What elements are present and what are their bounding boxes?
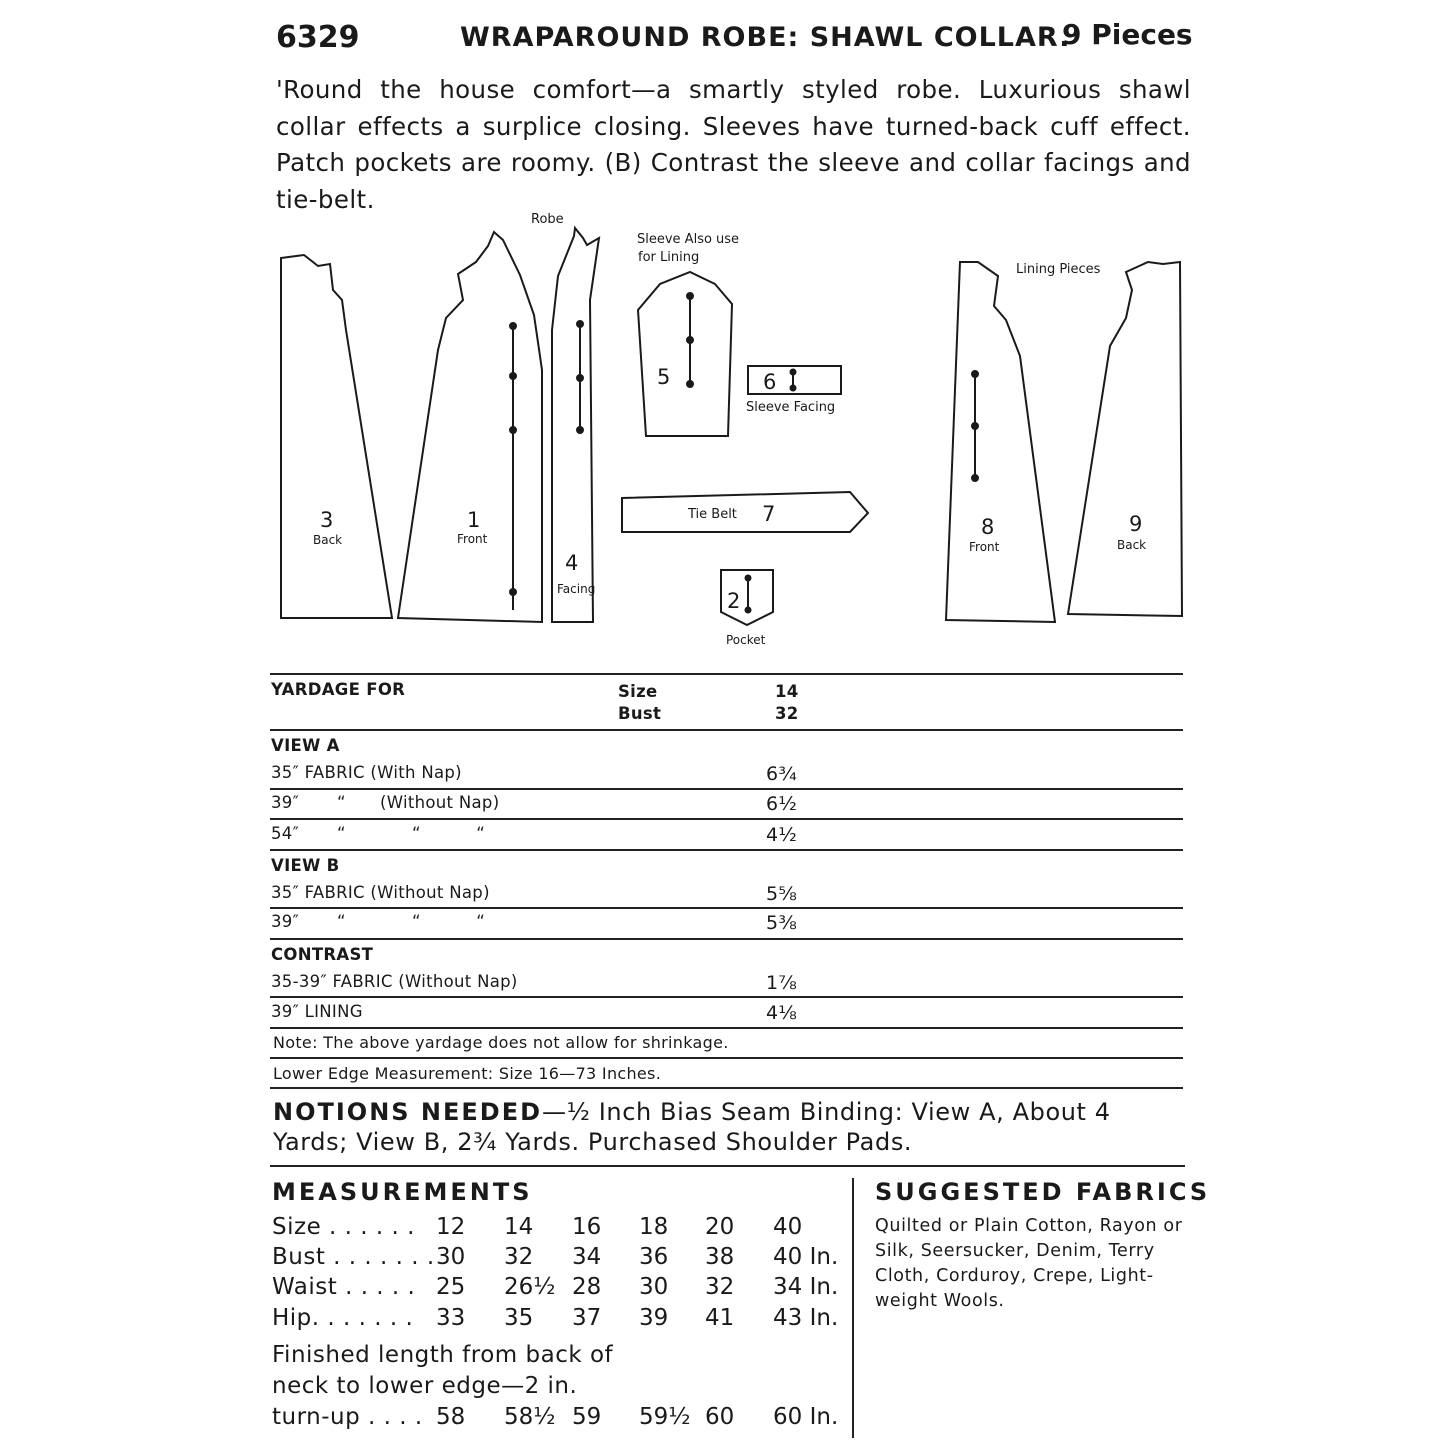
table-row-label: 35″ FABRIC (Without Nap) [271,883,490,902]
piece-1-number: 1 [467,508,481,532]
table-row-ditto: “ “ [412,912,486,931]
piece-3-name: Back [313,533,343,547]
measurement-row-label: Hip. . . . . . . [272,1305,414,1331]
measurement-value: 32 [504,1244,534,1270]
section-view-b: VIEW B [271,856,340,875]
marking-dot [791,386,796,391]
table-rule [270,996,1183,998]
table-row-value: 1⅞ [766,972,798,994]
table-row-label: 39″ [271,912,300,931]
piece-8-lining-front-outline [946,262,1055,622]
piece-5-sleeve-outline [638,272,732,436]
fabrics-text: Quilted or Plain Cotton, Rayon or Silk, Seersucker, Denim, Terry Cloth, Corduroy, Crepe, Light-weight Wools. [875,1216,1183,1311]
measurement-value: 35 [504,1305,534,1331]
table-rule [270,849,1183,851]
finished-length-line-1: Finished length from back of [272,1342,614,1368]
piece-7-number: 7 [762,502,776,526]
turnup-value: 58½ [504,1404,556,1430]
table-rule [270,788,1183,790]
piece-1-front-outline [398,232,542,622]
table-row-label: 39″ [271,793,300,812]
measurement-value: 39 [639,1305,669,1331]
piece-7-tie-belt-outline [622,492,868,532]
table-row-ditto: “ “ [412,824,486,843]
table-rule [270,1027,1183,1029]
marking-dot [577,427,583,433]
lower-edge-measurement: Lower Edge Measurement: Size 16—73 Inches. [273,1064,662,1083]
yardage-header-label: YARDAGE FOR [271,680,406,699]
marking-dot [972,423,978,429]
section-contrast: CONTRAST [271,945,374,964]
pattern-piece-diagram [0,0,1445,660]
piece-4-name: Facing [557,582,596,596]
measurement-value: 30 [639,1274,669,1300]
marking-dot [687,381,693,387]
measurement-value: 40 In. [773,1244,839,1270]
table-row-label: 35″ FABRIC (With Nap) [271,763,462,782]
table-row-ditto: “ [337,912,346,931]
marking-dot [510,427,516,433]
measurement-value: 26½ [504,1274,556,1300]
table-row-value: 6½ [766,793,798,815]
piece-3-back-outline [281,255,392,618]
notions-needed [273,1097,1188,1157]
turnup-value: 60 [705,1404,735,1430]
table-row-label: (Without Nap) [380,793,500,812]
pattern-number: 6329 [276,20,360,55]
turnup-label: turn-up . . . . [272,1404,423,1430]
fabrics-heading: SUGGESTED FABRICS [875,1178,1211,1206]
marking-dot [746,608,751,613]
table-row-label: 54″ [271,824,300,843]
section-view-a: VIEW A [271,736,340,755]
table-row-value: 5⅜ [766,912,798,934]
measurement-value: 16 [572,1214,602,1240]
sleeve-label-line-1: Sleeve Also use [637,232,740,247]
table-row-label: 39″ LINING [271,1002,363,1021]
size-value: 14 [775,682,799,701]
piece-8-name: Front [969,540,1000,554]
piece-4-number: 4 [565,551,579,575]
marking-dot [510,373,516,379]
turnup-value: 59½ [639,1404,691,1430]
measurement-value: 34 [572,1244,602,1270]
table-row-label: 35-39″ FABRIC (Without Nap) [271,972,518,991]
piece-9-lining-back-outline [1068,262,1182,616]
measurement-value: 37 [572,1305,602,1331]
marking-dot [510,323,516,329]
bust-label: Bust [618,704,662,723]
marking-dot [577,321,583,327]
measurements-heading: MEASUREMENTS [272,1178,533,1206]
marking-dot [687,337,693,343]
pattern-title: WRAPAROUND ROBE: SHAWL COLLAR. [460,22,1071,53]
piece-7-name: Tie Belt [688,507,737,522]
piece-2-number: 2 [727,589,741,613]
measurement-value: 32 [705,1274,735,1300]
marking-dot [972,475,978,481]
table-row-ditto: “ [337,793,346,812]
measurement-value: 38 [705,1244,735,1270]
table-row-value: 5⅝ [766,883,798,905]
column-divider [852,1178,854,1438]
piece-5-number: 5 [657,365,671,389]
measurement-value: 36 [639,1244,669,1270]
piece-count: 9 Pieces [1062,18,1193,51]
marking-dot [577,375,583,381]
table-row-value: 4⅛ [766,1002,798,1024]
measurement-value: 30 [436,1244,466,1270]
table-row-ditto: “ [337,824,346,843]
sleeve-label-line-2: for Lining [638,250,700,265]
marking-dot [510,589,516,595]
piece-2-name: Pocket [726,633,766,647]
table-rule [270,818,1183,820]
piece-6-number: 6 [763,370,777,394]
turnup-value: 59 [572,1404,602,1430]
table-rule [270,729,1183,731]
measurement-value: 12 [436,1214,466,1240]
measurement-value: 25 [436,1274,466,1300]
marking-dot [746,576,751,581]
table-rule [270,938,1183,940]
measurement-row-label: Waist . . . . . [272,1274,416,1300]
table-rule [270,907,1183,909]
shrinkage-note: Note: The above yardage does not allow for shrinkage. [273,1033,729,1052]
description-text: 'Round the house comfort—a smartly styled robe. Luxurious shawl collar effects a surplice closing. Sleeves have turned-back cuff effect. Patch pockets are roomy. (B) Contrast the sleeve and collar facings and tie-belt. [276,75,1191,214]
size-label: Size [618,682,658,701]
lining-pieces-label: Lining Pieces [1016,262,1101,277]
bust-value: 32 [775,704,799,723]
piece-3-number: 3 [320,508,334,532]
notions-text: —½ Inch Bias Seam Binding: View A, About 4 Yards; View B, 2¾ Yards. Purchased Shoulder Pads. [273,1098,1111,1156]
measurement-value: 20 [705,1214,735,1240]
notions-heading: NOTIONS NEEDED [273,1098,543,1126]
measurement-value: 43 In. [773,1305,839,1331]
measurement-value: 28 [572,1274,602,1300]
table-rule [270,1057,1183,1059]
piece-1-name: Front [457,532,488,546]
section-rule [270,1165,1185,1167]
measurement-value: 18 [639,1214,669,1240]
marking-dot [791,370,796,375]
marking-dot [972,371,978,377]
measurement-value: 34 In. [773,1274,839,1300]
measurement-value: 40 [773,1214,803,1240]
turnup-value: 60 In. [773,1404,839,1430]
finished-length-line-2: neck to lower edge—2 in. [272,1373,578,1399]
table-row-value: 4½ [766,824,798,846]
piece-9-name: Back [1117,538,1147,552]
turnup-value: 58 [436,1404,466,1430]
measurement-value: 14 [504,1214,534,1240]
measurement-row-label: Bust . . . . . . . [272,1244,435,1270]
piece-9-number: 9 [1129,512,1143,536]
table-rule [270,1087,1183,1089]
marking-dot [687,293,693,299]
piece-6-name: Sleeve Facing [746,400,836,415]
measurement-value: 41 [705,1305,735,1331]
robe-label: Robe [531,212,564,227]
table-row-value: 6¾ [766,763,798,785]
table-rule [270,673,1183,675]
piece-8-number: 8 [981,515,995,539]
measurement-row-label: Size . . . . . . [272,1214,415,1240]
measurement-value: 33 [436,1305,466,1331]
